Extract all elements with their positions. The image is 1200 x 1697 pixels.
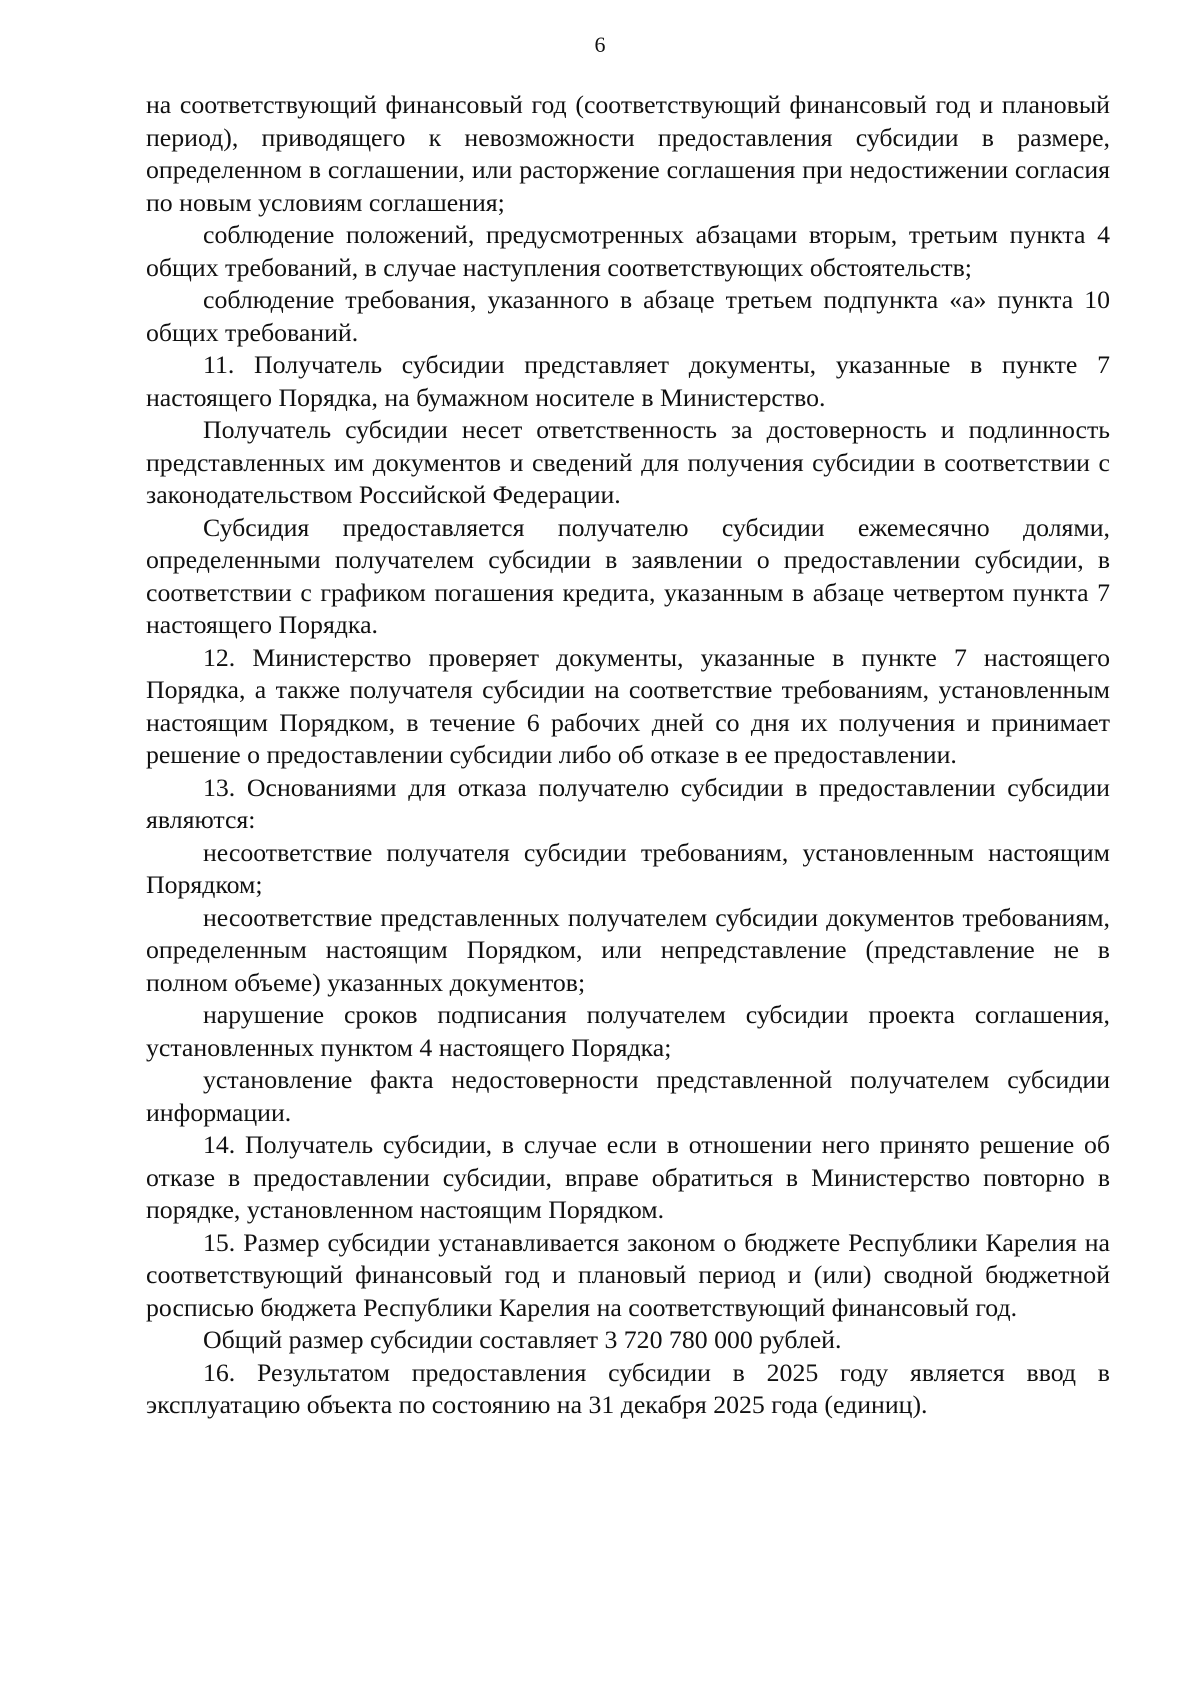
paragraph-item-16: 16. Результатом предоставления субсидии в 2025 году является ввод в эксплуатацию объекта по состоянию на 31 декабря 2025 года (единиц). xyxy=(146,1357,1110,1419)
paragraph-refusal-reason-1: несоответствие получателя субсидии требованиям, установленным настоящим Порядком; xyxy=(146,837,1110,899)
paragraph-item-13: 13. Основаниями для отказа получателю субсидии в предоставлении субсидии являются: xyxy=(146,772,1110,834)
paragraph-refusal-reason-4: установление факта недостоверности представленной получателем субсидии информации. xyxy=(146,1065,1110,1127)
paragraph-condition-requirement-10a: соблюдение требования, указанного в абзаце третьем подпункта «а» пункта 10 общих требований. xyxy=(146,285,1110,347)
page-number: 6 xyxy=(594,32,606,57)
paragraph-refusal-reason-2: несоответствие представленных получателем субсидии документов требованиям, определенным настоящим Порядком, или непредставление (представление не в полном объеме) указанных документов; xyxy=(146,902,1110,997)
paragraph-total-subsidy: Общий размер субсидии составляет 3 720 780 000 рублей. xyxy=(203,1325,842,1354)
paragraph-item-14: 14. Получатель субсидии, в случае если в отношении него принято решение об отказе в предоставлении субсидии, вправе обратиться в Министерство повторно в порядке, установленном настоящим Порядком. xyxy=(146,1130,1110,1224)
paragraph-item-15: 15. Размер субсидии устанавливается законом о бюджете Республики Карелия на соответствующий финансовый год и плановый период и (или) сводной бюджетной росписью бюджета Республики Карелия на соответствующий финансовый год. xyxy=(146,1227,1110,1322)
paragraph-item-12: 12. Министерство проверяет документы, указанные в пункте 7 настоящего Порядка, а также получателя субсидии на соответствие требованиям, установленным настоящим Порядком, в течение 6 рабочих дней со дня их получения и принимает решение о предоставлении субсидии либо об отказе в ее предоставлении. xyxy=(146,642,1110,769)
paragraph-continuation: на соответствующий финансовый год (соответствующий финансовый год и плановый период), приводящего к невозможности предоставления субсидии в размере, определенном в соглашении, или расторжение соглашения при недостижении согласия по новым условиям соглашения; xyxy=(146,90,1110,217)
document-body xyxy=(146,89,1110,1422)
paragraph-refusal-reason-3: нарушение сроков подписания получателем субсидии проекта соглашения, установленных пунктом 4 настоящего Порядка; xyxy=(146,1000,1110,1062)
paragraph-item-11: 11. Получатель субсидии представляет документы, указанные в пункте 7 настоящего Порядка, на бумажном носителе в Министерство. xyxy=(146,350,1110,412)
paragraph-monthly-subsidy: Субсидия предоставляется получателю субсидии ежемесячно долями, определенными получателем субсидии в заявлении о предоставлении субсидии, в соответствии с графиком погашения кредита, указанным в абзаце четвертом пункта 7 настоящего Порядка. xyxy=(146,512,1110,639)
paragraph-recipient-responsibility: Получатель субсидии несет ответственность за достоверность и подлинность представленных им документов и сведений для получения субсидии в соответствии с законодательством Российской Федерации. xyxy=(146,415,1110,509)
paragraph-condition-general-requirements: соблюдение положений, предусмотренных абзацами вторым, третьим пункта 4 общих требований, в случае наступления соответствующих обстоятельств; xyxy=(146,220,1110,282)
